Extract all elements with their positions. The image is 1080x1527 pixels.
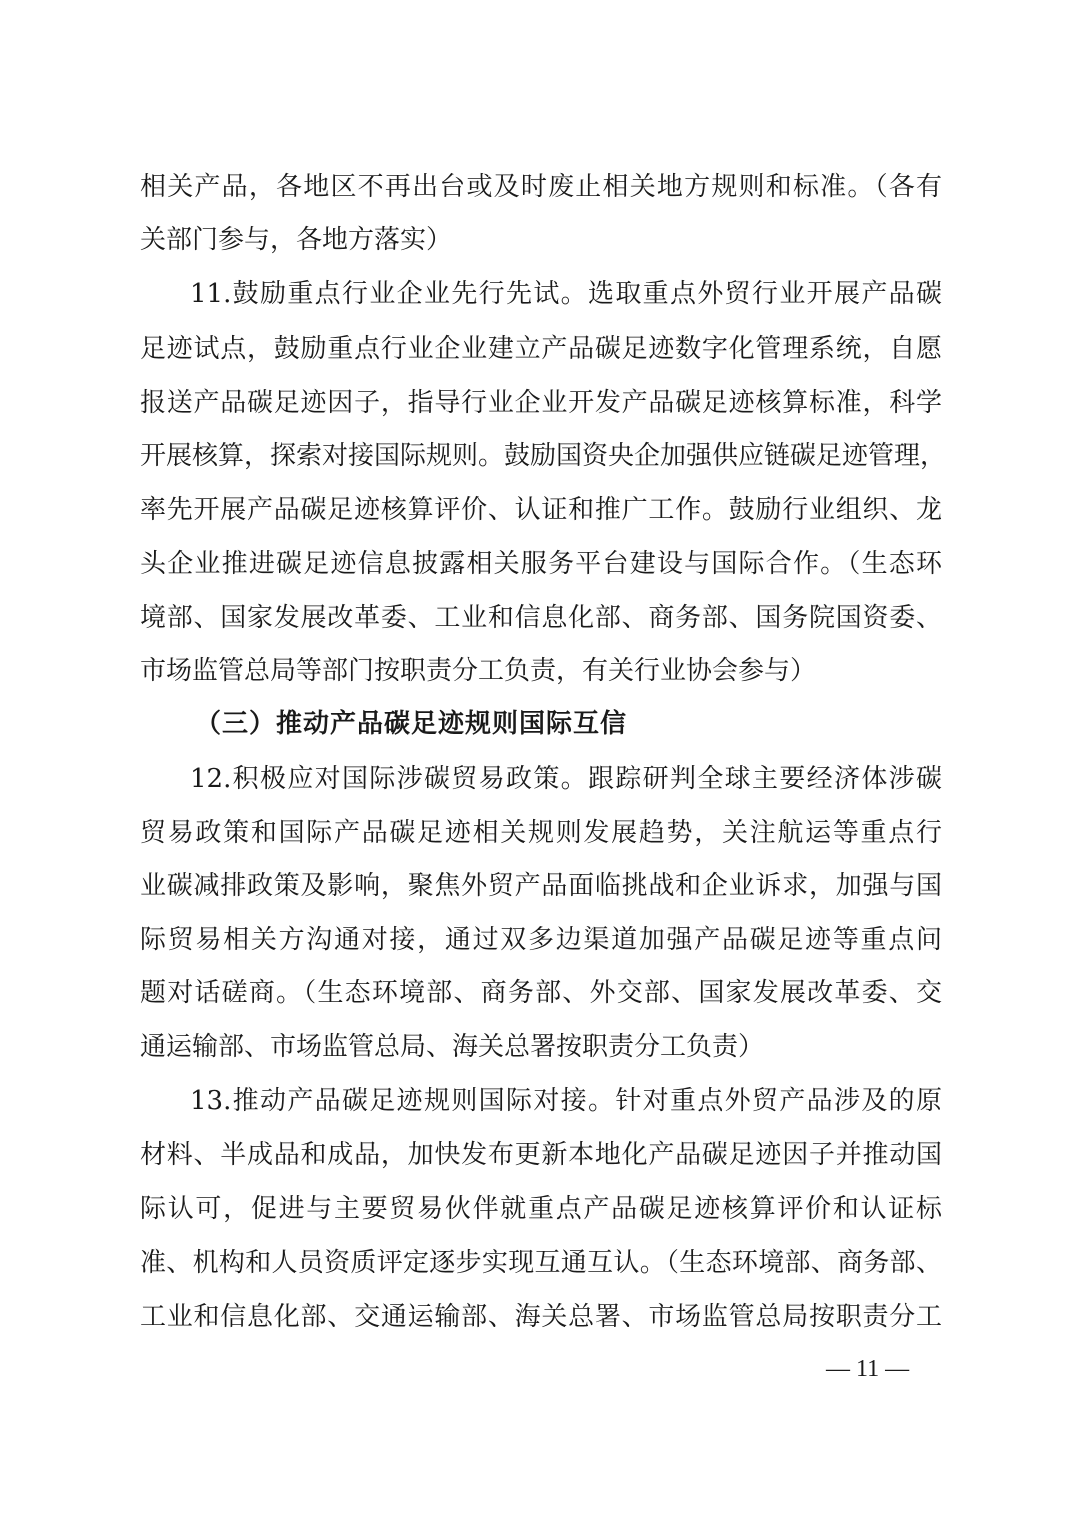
text-line: 材料、半成品和成品，加快发布更新本地化产品碳足迹因子并推动国 (140, 1140, 942, 1170)
section-heading: （三）推动产品碳足迹规则国际互信 (195, 709, 628, 739)
text-line: 业碳减排政策及影响，聚焦外贸产品面临挑战和企业诉求，加强与国 (140, 871, 942, 901)
text-line: 准、机构和人员资质评定逐步实现互通互认。（生态环境部、商务部、 (140, 1248, 942, 1278)
text-line: 通运输部、市场监管总局、海关总署按职责分工负责） (140, 1032, 765, 1062)
text-line: 关部门参与，各地方落实） (140, 225, 453, 255)
text-line: 率先开展产品碳足迹核算评价、认证和推广工作。鼓励行业组织、龙 (140, 495, 942, 525)
paragraph-12-start: 12.积极应对国际涉碳贸易政策。跟踪研判全球主要经济体涉碳 (190, 764, 942, 794)
text-line: 题对话磋商。（生态环境部、商务部、外交部、国家发展改革委、交 (140, 978, 942, 1008)
page-number: — 11 — (826, 1356, 910, 1382)
text-line: 足迹试点，鼓励重点行业企业建立产品碳足迹数字化管理系统，自愿 (140, 334, 942, 364)
text-line: 报送产品碳足迹因子，指导行业企业开发产品碳足迹核算标准，科学 (140, 388, 942, 418)
text-line: 贸易政策和国际产品碳足迹相关规则发展趋势，关注航运等重点行 (140, 818, 942, 848)
text-line: 相关产品，各地区不再出台或及时废止相关地方规则和标准。（各有 (140, 172, 942, 202)
paragraph-13-start: 13.推动产品碳足迹规则国际对接。针对重点外贸产品涉及的原 (190, 1086, 942, 1116)
text-line: 开展核算，探索对接国际规则。鼓励国资央企加强供应链碳足迹管理， (140, 441, 947, 471)
text-line: 际贸易相关方沟通对接，通过双多边渠道加强产品碳足迹等重点问 (140, 925, 942, 955)
text-line: 境部、国家发展改革委、工业和信息化部、商务部、国务院国资委、 (140, 603, 942, 633)
text-line: 工业和信息化部、交通运输部、海关总署、市场监管总局按职责分工 (140, 1302, 942, 1332)
paragraph-11-start: 11.鼓励重点行业企业先行先试。选取重点外贸行业开展产品碳 (190, 279, 942, 309)
text-line: 际认可，促进与主要贸易伙伴就重点产品碳足迹核算评价和认证标 (140, 1194, 942, 1224)
text-line: 头企业推进碳足迹信息披露相关服务平台建设与国际合作。（生态环 (140, 549, 942, 579)
text-line: 市场监管总局等部门按职责分工负责，有关行业协会参与） (140, 656, 817, 686)
